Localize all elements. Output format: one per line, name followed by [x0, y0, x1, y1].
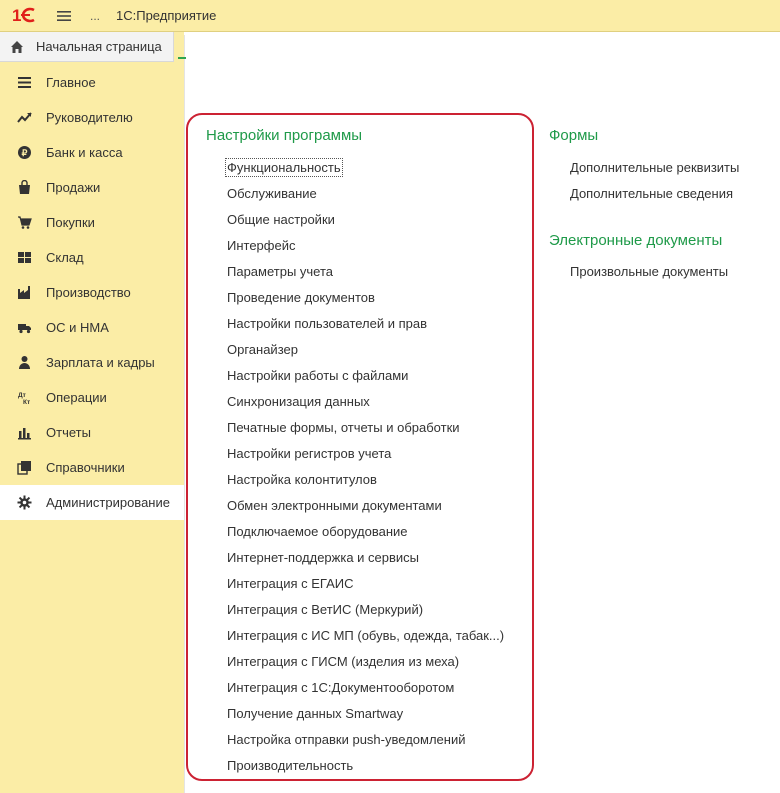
title-bar: [0, 0, 780, 32]
edocs-link[interactable]: Произвольные документы: [570, 264, 729, 279]
settings-link[interactable]: Органайзер: [227, 342, 298, 357]
settings-link[interactable]: Получение данных Smartway: [227, 706, 404, 721]
sidebar-item-label: Администрирование: [46, 495, 170, 510]
settings-link[interactable]: Печатные формы, отчеты и обработки: [227, 420, 460, 435]
settings-link[interactable]: Производительность: [227, 758, 354, 773]
sidebar-item-label: Справочники: [46, 460, 125, 475]
active-tab-indicator: [178, 57, 186, 59]
list-icon: [17, 75, 32, 90]
sidebar-item-sales[interactable]: [0, 170, 184, 205]
trend-icon: [17, 110, 32, 125]
person-icon: [17, 355, 32, 370]
debit-credit-icon: [17, 390, 32, 405]
sidebar-item-operations[interactable]: [0, 380, 184, 415]
bar-chart-icon: [17, 425, 32, 440]
ruble-icon: [17, 145, 32, 160]
settings-link[interactable]: Подключаемое оборудование: [227, 524, 408, 539]
settings-link-list: [226, 160, 505, 784]
sidebar-item-label: ОС и НМА: [46, 320, 109, 335]
books-icon: [17, 460, 32, 475]
sidebar-item-label: Руководителю: [46, 110, 133, 125]
forms-link[interactable]: Дополнительные реквизиты: [570, 160, 740, 175]
sidebar-item-label: Продажи: [46, 180, 101, 195]
settings-link[interactable]: Настройки регистров учета: [227, 446, 392, 461]
sidebar-item-label: Банк и касса: [46, 145, 123, 160]
sidebar-item-administration[interactable]: [0, 485, 184, 520]
home-tab-label: Начальная страница: [36, 39, 162, 54]
settings-link[interactable]: Интерфейс: [227, 238, 296, 253]
forms-link-list: [569, 160, 740, 212]
edocs-section-title: Электронные документы: [549, 232, 723, 249]
sidebar-item-reports[interactable]: [0, 415, 184, 450]
settings-link[interactable]: Интеграция с ЕГАИС: [227, 576, 354, 591]
settings-link[interactable]: Настройки пользователей и прав: [227, 316, 428, 331]
settings-link[interactable]: Интеграция с ВетИС (Меркурий): [227, 602, 424, 617]
hamburger-icon[interactable]: [56, 8, 72, 24]
sidebar-item-warehouse[interactable]: [0, 240, 184, 275]
warehouse-icon: [17, 250, 32, 265]
more-button[interactable]: ...: [90, 9, 101, 23]
settings-link[interactable]: Настройка колонтитулов: [227, 472, 377, 487]
sidebar-item-bank[interactable]: [0, 135, 184, 170]
sidebar-item-label: Главное: [46, 75, 96, 90]
svg-text:1: 1: [12, 7, 22, 23]
settings-link[interactable]: Обмен электронными документами: [227, 498, 442, 513]
settings-link[interactable]: Проведение документов: [227, 290, 375, 305]
sidebar-item-label: Зарплата и кадры: [46, 355, 155, 370]
factory-icon: [17, 285, 32, 300]
sidebar-item-main[interactable]: [0, 65, 184, 100]
settings-link[interactable]: Функциональность: [227, 160, 341, 175]
settings-section-title: Настройки программы: [206, 127, 363, 144]
app-title: 1С:Предприятие: [116, 8, 217, 23]
sidebar-nav: [0, 65, 184, 520]
home-icon: [10, 40, 24, 54]
sidebar-item-label: Покупки: [46, 215, 95, 230]
sidebar-item-manager[interactable]: [0, 100, 184, 135]
sidebar-item-purchases[interactable]: [0, 205, 184, 240]
sidebar: [0, 32, 184, 793]
settings-link[interactable]: Настройки работы с файлами: [227, 368, 409, 383]
truck-icon: [17, 320, 32, 335]
settings-link[interactable]: Обслуживание: [227, 186, 317, 201]
edocs-link-list: [569, 264, 729, 290]
forms-link[interactable]: Дополнительные сведения: [570, 186, 734, 201]
svg-text:Кт: Кт: [23, 399, 31, 405]
sidebar-item-production[interactable]: [0, 275, 184, 310]
sidebar-item-catalogs[interactable]: [0, 450, 184, 485]
cart-icon: [17, 215, 32, 230]
gear-icon: [17, 495, 32, 510]
sidebar-item-label: Склад: [46, 250, 84, 265]
1c-logo-icon[interactable]: [12, 7, 46, 23]
sidebar-item-salary[interactable]: [0, 345, 184, 380]
bag-icon: [17, 180, 32, 195]
settings-link[interactable]: Интеграция с ИС МП (обувь, одежда, табак...): [227, 628, 505, 643]
sidebar-item-label: Производство: [46, 285, 131, 300]
sidebar-item-label: Операции: [46, 390, 107, 405]
home-tab[interactable]: [0, 32, 174, 62]
sidebar-item-label: Отчеты: [46, 425, 91, 440]
settings-link[interactable]: Интернет-поддержка и сервисы: [227, 550, 420, 565]
sidebar-item-assets[interactable]: [0, 310, 184, 345]
svg-text:₽: ₽: [21, 148, 28, 158]
settings-link[interactable]: Синхронизация данных: [227, 394, 370, 409]
settings-link[interactable]: Настройка отправки push-уведомлений: [227, 732, 466, 747]
forms-section-title: Формы: [549, 127, 599, 144]
settings-link[interactable]: Общие настройки: [227, 212, 335, 227]
settings-link[interactable]: Параметры учета: [227, 264, 334, 279]
settings-link[interactable]: Интеграция с 1С:Документооборотом: [227, 680, 455, 695]
svg-text:Дт: Дт: [18, 392, 26, 399]
settings-link[interactable]: Интеграция с ГИСМ (изделия из меха): [227, 654, 460, 669]
